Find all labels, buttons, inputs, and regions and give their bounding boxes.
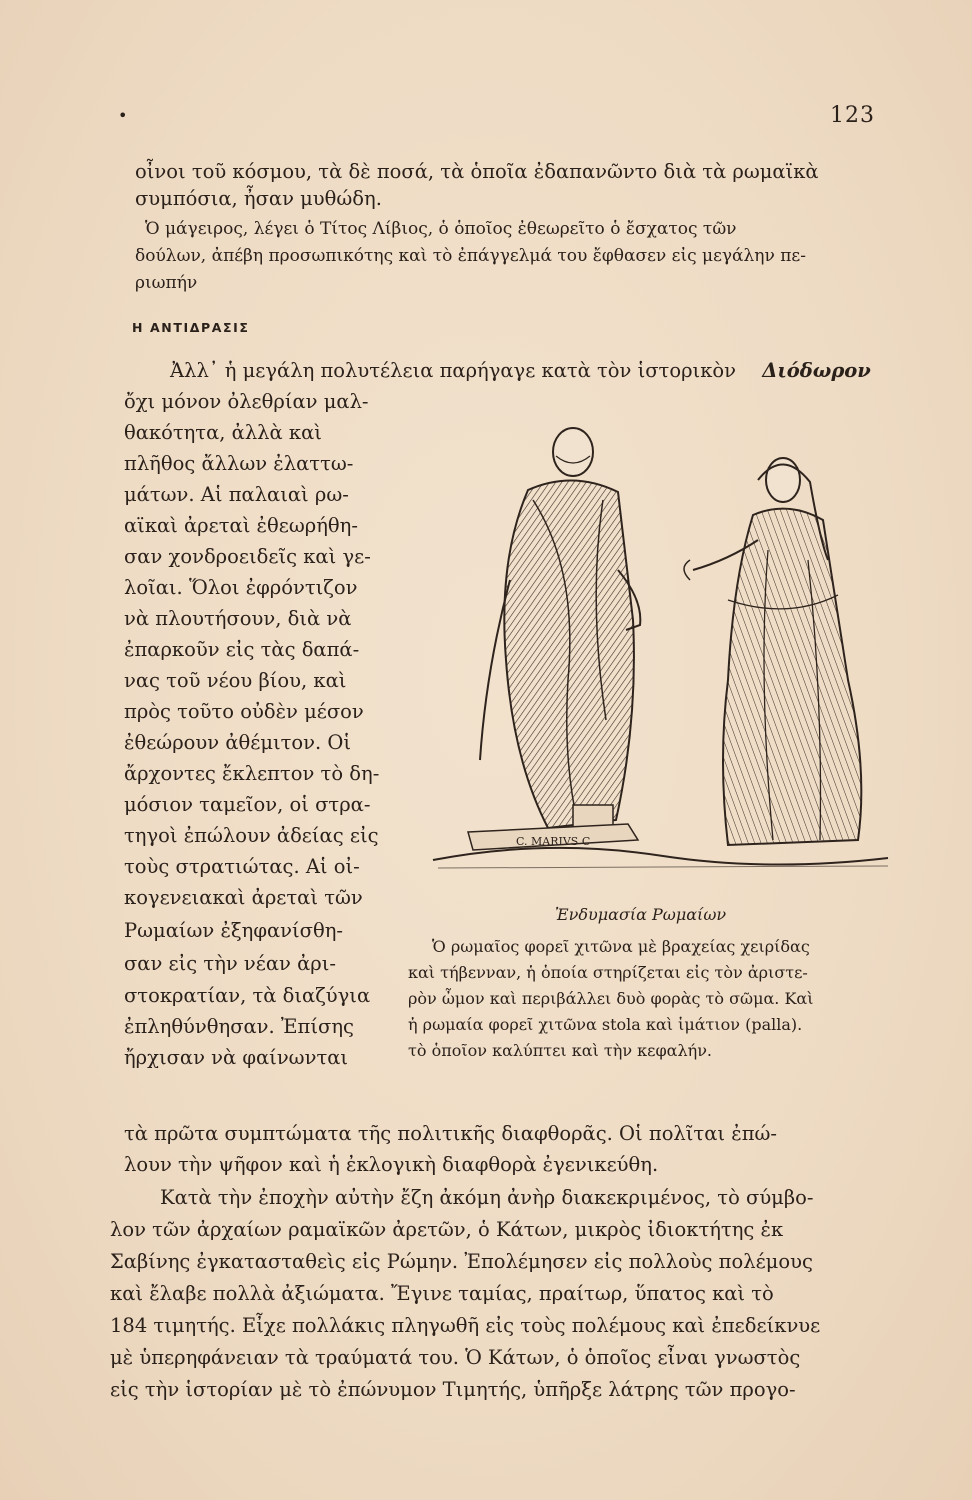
text-line: δούλων, ἀπέβη προσωπικότης καὶ τὸ ἐπάγγελμά του ἔφθασεν εἰς μεγάλην πε- bbox=[135, 246, 806, 266]
text-line: μάτων. Αἱ παλαιαὶ ρω- bbox=[124, 483, 349, 506]
text-line: ἄρχοντες ἔκλεπτον τὸ δη- bbox=[124, 762, 380, 785]
statue-signature: C. MARIVS C bbox=[516, 835, 591, 848]
caption-line: ἡ ρωμαία φορεῖ χιτῶνα stola καὶ ἱμάτιον (palla). bbox=[408, 1015, 803, 1034]
text-line: τὰ πρῶτα συμπτώματα τῆς πολιτικῆς διαφθορᾶς. Οἱ πολῖται ἐπώ- bbox=[124, 1122, 778, 1145]
text-line: οἶνοι τοῦ κόσμου, τὰ δὲ ποσά, τὰ ὁποῖα ἐδαπανῶντο διὰ τὰ ρωμαϊκὰ bbox=[135, 160, 819, 183]
text-line: εἰς τὴν ἱστορίαν μὲ τὸ ἐπώνυμον Τιμητής, ὑπῆρξε λάτρης τῶν προγο- bbox=[110, 1378, 796, 1401]
male-statue-figure bbox=[468, 428, 640, 850]
text-line: σαν εἰς τὴν νέαν ἀρι- bbox=[124, 952, 336, 975]
text-line: ἤρχισαν νὰ φαίνωνται bbox=[124, 1046, 349, 1069]
figure-caption-title: Ἐνδυμασία Ρωμαίων bbox=[555, 905, 727, 924]
text-line: Κατὰ τὴν ἐποχὴν αὐτὴν ἔζη ἀκόμη ἀνὴρ διακεκριμένος, τὸ σύμβο- bbox=[160, 1186, 814, 1209]
caption-line: καὶ τήβενναν, ἡ ὁποία στηρίζεται εἰς τὸν ἀριστε- bbox=[408, 963, 808, 982]
text-line: ἐπαρκοῦν εἰς τὰς δαπά- bbox=[124, 638, 360, 661]
text-line: λον τῶν ἀρχαίων ραμαϊκῶν ἀρετῶν, ὁ Κάτων, μικρὸς ἰδιοκτήτης ἐκ bbox=[110, 1218, 784, 1241]
female-statue-figure bbox=[684, 458, 861, 845]
text-line: πλῆθος ἄλλων ἐλαττω- bbox=[124, 452, 354, 475]
text-line: ριωπήν bbox=[135, 273, 198, 293]
text-line: τηγοὶ ἐπώλουν ἀδείας εἰς bbox=[124, 824, 379, 847]
text-line: ἐπληθύνθησαν. Ἐπίσης bbox=[124, 1015, 354, 1038]
roman-statues-illustration bbox=[428, 420, 898, 890]
section-heading: Η ΑΝΤΙΔΡΑΣΙΣ bbox=[132, 320, 250, 335]
text-line: θακότητα, ἀλλὰ καὶ bbox=[124, 421, 322, 444]
first-line-text: Ἀλλ᾽ ἡ μεγάλη πολυτέλεια παρήγαγε κατὰ τὸν ἱστορικὸν bbox=[170, 359, 736, 382]
text-line: Ρωμαίων ἐξηφανίσθη- bbox=[124, 919, 343, 942]
text-line: μὲ ὑπερηφάνειαν τὰ τραύματά του. Ὁ Κάτων, ὁ ὁποῖος εἶναι γνωστὸς bbox=[110, 1346, 801, 1369]
text-line: τοὺς στρατιώτας. Αἱ οἰ- bbox=[124, 855, 360, 878]
page-top-mark: • bbox=[118, 106, 128, 125]
caption-line: τὸ ὁποῖον καλύπτει καὶ τὴν κεφαλήν. bbox=[408, 1041, 713, 1060]
text-line: κογενειακαὶ ἀρεταὶ τῶν bbox=[124, 886, 363, 909]
text-line: σαν χονδροειδεῖς καὶ γε- bbox=[124, 545, 371, 568]
text-line: ὄχι μόνον ὀλεθρίαν μαλ- bbox=[124, 390, 369, 413]
text-line: λοῖαι. Ὅλοι ἐφρόντιζον bbox=[124, 576, 358, 599]
text-line: 184 τιμητής. Εἶχε πολλάκις πληγωθῆ εἰς τοὺς πολέμους καὶ ἐπεδείκνυε bbox=[110, 1314, 821, 1337]
text-line: αϊκαὶ ἀρεταὶ ἐθεωρήθη- bbox=[124, 514, 358, 537]
section-first-line bbox=[170, 359, 871, 382]
text-line: λουν τὴν ψῆφον καὶ ἡ ἐκλογικὴ διαφθορὰ ἐγενικεύθη. bbox=[124, 1153, 659, 1176]
historian-name: Διόδωρον bbox=[762, 359, 871, 382]
text-line: συμπόσια, ἦσαν μυθώδη. bbox=[135, 187, 382, 210]
text-line: ἐθεώρουν ἀθέμιτον. Οἱ bbox=[124, 731, 352, 754]
text-line: καὶ ἔλαβε πολλὰ ἀξιώματα. Ἔγινε ταμίας, πραίτωρ, ὕπατος καὶ τὸ bbox=[110, 1282, 774, 1305]
text-line: πρὸς τοῦτο οὐδὲν μέσον bbox=[124, 700, 364, 723]
caption-line: ρὸν ὦμον καὶ περιβάλλει δυὸ φορὰς τὸ σῶμα. Καὶ bbox=[408, 989, 814, 1008]
text-line: Σαβίνης ἐγκατασταθεὶς εἰς Ρώμην. Ἐπολέμησεν εἰς πολλοὺς πολέμους bbox=[110, 1250, 813, 1273]
text-line: στοκρατίαν, τὰ διαζύγια bbox=[124, 984, 371, 1007]
text-line: μόσιον ταμεῖον, οἱ στρα- bbox=[124, 793, 371, 816]
caption-line: Ὁ ρωμαῖος φορεῖ χιτῶνα μὲ βραχείας χειρίδας bbox=[432, 937, 810, 956]
text-line: νὰ πλουτήσουν, διὰ νὰ bbox=[124, 607, 352, 630]
page-number: 123 bbox=[830, 103, 875, 128]
text-line: νας τοῦ νέου βίου, καὶ bbox=[124, 669, 347, 692]
text-line: Ὁ μάγειρος, λέγει ὁ Τίτος Λίβιος, ὁ ὁποῖος ἐθεωρεῖτο ὁ ἔσχατος τῶν bbox=[145, 219, 737, 239]
